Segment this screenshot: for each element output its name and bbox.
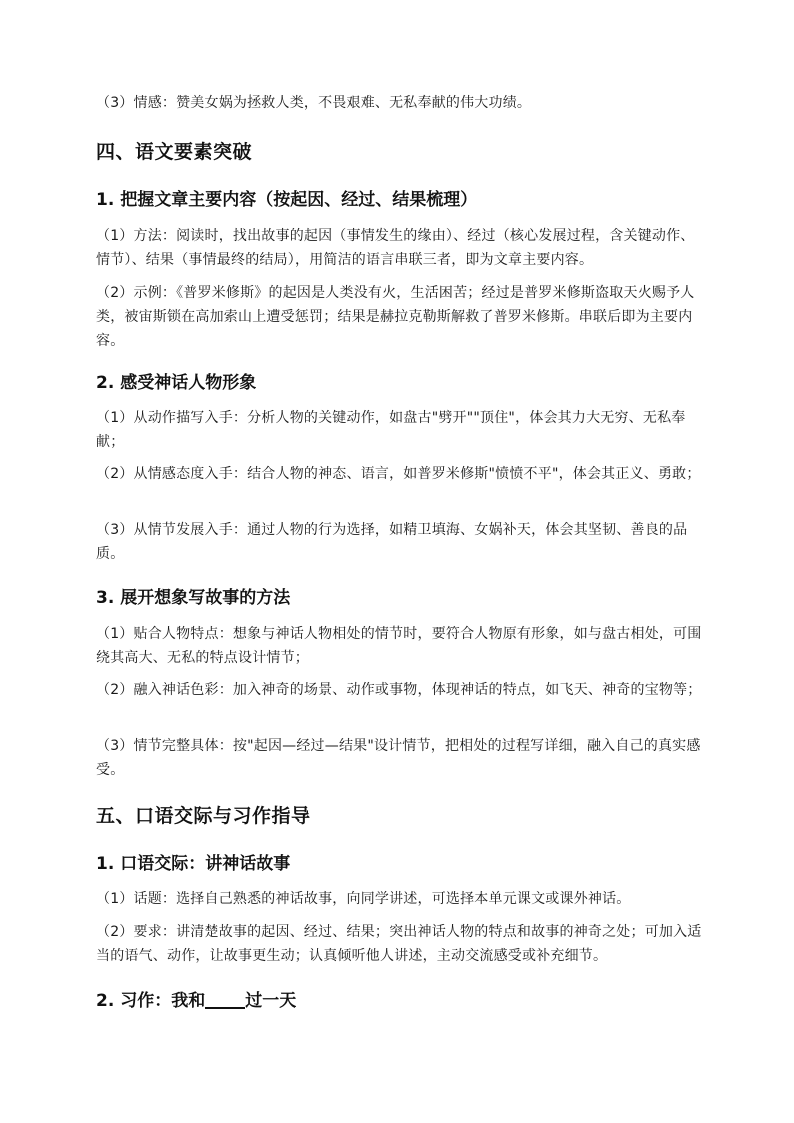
fill-in-blank xyxy=(205,987,245,1009)
section-heading-4: 四、语文要素突破 xyxy=(96,141,253,163)
subheading-character-image: 2. 感受神话人物形象 xyxy=(96,373,257,393)
subheading-imagination: 3. 展开想象写故事的方法 xyxy=(96,588,291,608)
example-paragraph: （2）示例：《普罗米修斯》的起因是人类没有火，生活困苦；经过是普罗米修斯盗取天火赐予人类，被宙斯锁在高加索山上遭受惩罚；结果是赫拉克勒斯解救了普罗米修斯。串联后即为主要内容。 xyxy=(96,285,695,349)
topic-paragraph: （1）话题：选择自己熟悉的神话故事，向同学讲述，可选择本单元课文或课外神话。 xyxy=(96,891,631,907)
subheading-oral-communication: 1. 口语交际：讲神话故事 xyxy=(96,854,291,874)
emotion-paragraph: （3）情感：赞美女娲为拯救人类，不畏艰难、无私奉献的伟大功绩。 xyxy=(96,95,532,111)
action-paragraph: （1）从动作描写入手：分析人物的关键动作，如盘古"劈开""顶住"，体会其力大无穷、无私奉献； xyxy=(96,410,686,450)
requirements-paragraph: （2）要求：讲清楚故事的起因、经过、结果；突出神话人物的特点和故事的神奇之处；可加入适当的语气、动作，让故事更生动；认真倾听他人讲述，主动交流感受或补充细节。 xyxy=(96,924,702,964)
section-heading-5: 五、口语交际与习作指导 xyxy=(96,805,311,827)
writing-heading-prefix: 2. 习作：我和 xyxy=(96,991,206,1011)
method-paragraph: （1）方法：阅读时，找出故事的起因（事情发生的缘由）、经过（核心发展过程，含关键动作、情节）、结果（事情最终的结局），用简洁的语言串联三者，即为文章主要内容。 xyxy=(96,228,695,268)
subheading-writing xyxy=(96,987,706,1013)
emotion-attitude-paragraph: （2）从情感态度入手：结合人物的神态、语言，如普罗米修斯"愤愤不平"，体会其正义、勇敢； xyxy=(96,466,701,482)
plot-paragraph: （3）从情节发展入手：通过人物的行为选择，如精卫填海、女娲补天，体会其坚韧、善良的品质。 xyxy=(96,522,688,562)
writing-heading-suffix: 过一天 xyxy=(245,991,297,1011)
complete-plot-paragraph: （3）情节完整具体：按"起因—经过—结果"设计情节，把相处的过程写详细，融入自己的真实感受。 xyxy=(96,738,701,778)
character-traits-paragraph: （1）贴合人物特点：想象与神话人物相处的情节时，要符合人物原有形象，如与盘古相处，可围绕其高大、无私的特点设计情节； xyxy=(96,626,702,666)
subheading-main-content: 1. 把握文章主要内容（按起因、经过、结果梳理） xyxy=(96,190,478,210)
myth-color-paragraph: （2）融入神话色彩：加入神奇的场景、动作或事物，体现神话的特点，如飞天、神奇的宝物等； xyxy=(96,682,702,698)
